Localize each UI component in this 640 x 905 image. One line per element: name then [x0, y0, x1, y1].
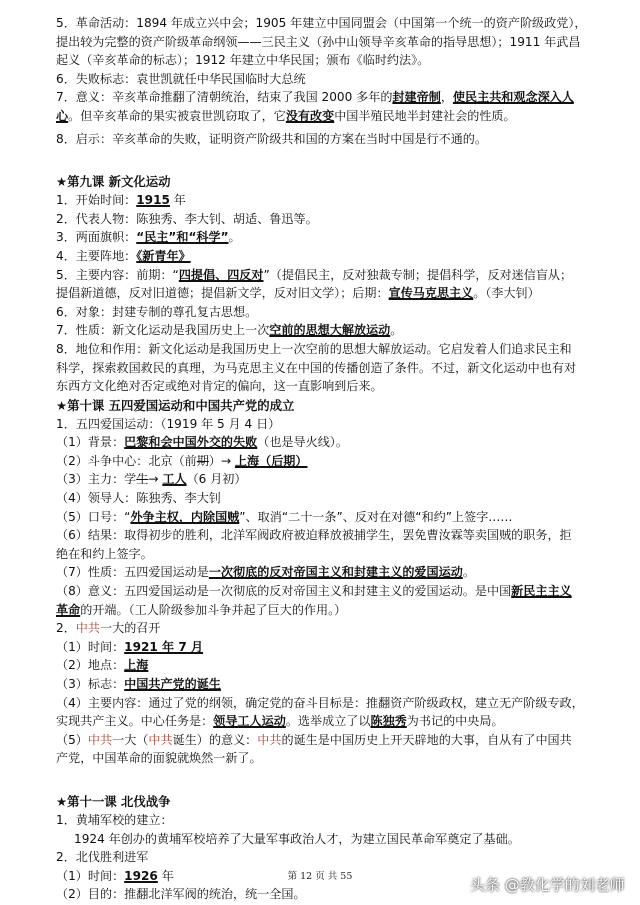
highlight-text: 中共 [257, 732, 282, 747]
text-line: 8．地位和作用：新文化运动是我国历史上一次空前的思想大解放运动。它启发着人们追求民主和 [56, 341, 572, 356]
arrow-text: ）→ [208, 453, 235, 468]
key-term: 空前的思想大解放运动 [269, 323, 391, 338]
text-line: 。（李大钊） [473, 286, 540, 301]
text-line: 2． [56, 621, 76, 636]
key-term: 1915 [136, 193, 170, 208]
list-item: 2．代表人物：陈独秀、李大钊、胡适、鲁迅等。 [56, 211, 318, 226]
list-item [56, 340, 616, 396]
text-line: （4）主要内容：通过了党的纲领，确定党的奋斗目标是：推翻资产阶级政权，建立无产阶级专政， [56, 695, 584, 710]
list-item [56, 526, 616, 563]
key-term: 中国共产党的诞生 [124, 677, 221, 691]
key-term: 外争主权，内除国贼 [130, 509, 240, 524]
text-line: （6）结果：取得初步的胜利，北洋军阀政府被迫释放被捕学生，罢免曹汝霖等卖国贼的职务，拒 [56, 528, 572, 543]
text-line: 3．两面旗帜： [56, 230, 137, 245]
key-term: 巴黎和会中国外交的失败 [124, 435, 258, 450]
key-term: 上海 [124, 658, 149, 673]
text-line: 。选举成立了以 [285, 714, 371, 729]
key-term: 心 [56, 108, 69, 123]
text-line: 东西方文化绝对否定或绝对肯定的偏向，这一直影响到后来。 [56, 379, 383, 394]
text-line: （3）标志： [56, 677, 125, 691]
text-line: 年 [157, 868, 174, 883]
key-term: 新民主主义 [511, 584, 572, 599]
key-term: 1926 [124, 868, 158, 883]
text-line: 的诞生是中国历史上开天辟地的大事，自从有了中国共 [281, 732, 572, 747]
text-line: 诞生）的意义： [172, 732, 258, 747]
text-line: 的开端。（工人阶级参加斗争并起了巨大的作用。） [80, 602, 347, 617]
list-item [56, 433, 616, 452]
text-line: （8）意义：五四爱国运动是一次彻底的反对帝国主义和封建主义的爱国运动。是中国 [56, 584, 512, 599]
key-term: 封建帝制 [392, 90, 441, 105]
key-term: “民主”和“科学” [136, 230, 229, 245]
text-line: 期 [196, 453, 209, 468]
list-item [56, 675, 616, 694]
key-term: 没有改变 [285, 108, 335, 123]
paragraph-significance [56, 88, 616, 125]
lesson11-title: ★第十一课 北伐战争 [56, 793, 171, 809]
paragraph-lesson: 8．启示：辛亥革命的失败，证明资产阶级共和国的方案在当时中国是行不通的。 [56, 131, 487, 146]
key-term: 使民主共和观念深入人 [452, 90, 574, 105]
text-line: ”（提倡民主，反对独裁专制；提倡科学，反对迷信盲从； [263, 267, 573, 282]
list-item [56, 228, 616, 247]
text-line: 生 [136, 472, 149, 487]
text-line: 7．性质：新文化运动是我国历史上一次 [56, 323, 270, 338]
text-line: 一大（ [112, 732, 149, 747]
text-line: 7．意义：辛亥革命推翻了清朝统治，结束了我国 2000 多年的 [56, 90, 393, 105]
list-item: 6．对象：封建专制的尊孔复古思想。 [56, 304, 258, 319]
text-line: 科学，探索救国救民的真理，为马克思主义在中国的传播创造了条件。不过，新文化运动中也有对 [56, 360, 577, 375]
list-item: 1．五四爱国运动：（1919 年 5 月 4 日） [56, 416, 281, 431]
key-term: 上海（后期） [234, 453, 308, 468]
highlight-text: 中共 [148, 732, 173, 747]
list-item [56, 266, 616, 303]
text-line: 产党，中国革命的面貌就焕然一新了。 [56, 751, 262, 766]
page-footer: 第 12 页 共 55 [287, 871, 353, 882]
text-line: 。 [462, 565, 475, 580]
paragraph-failure: 6．失败标志：袁世凯就任中华民国临时大总统 [56, 71, 306, 86]
text-line: 起义（辛亥革命的标志）；1912 年建立中华民国；颁布《临时约法》。 [56, 53, 430, 68]
lesson10-title: ★第十课 五四爱国运动和中国共产党的成立 [56, 397, 295, 413]
list-item [56, 321, 616, 340]
paragraph-activities [56, 14, 616, 70]
text-line: 一大的召开 [100, 621, 161, 636]
list-item [56, 508, 616, 527]
key-term: 宣传马克思主义 [388, 286, 474, 301]
document-page [56, 14, 616, 904]
text-line: 。但辛亥革命的果实被袁世凯窃取了，它 [68, 108, 286, 123]
list-item [56, 191, 616, 210]
text-line: （1）时间： [56, 639, 125, 654]
list-item [56, 452, 616, 471]
text-line: （也是导火线）。 [257, 435, 348, 450]
key-term: 四提倡、四反对 [178, 267, 264, 282]
list-item: 2．北伐胜利进军 [56, 850, 149, 865]
highlight-text: 中共 [87, 732, 113, 747]
text-line: 绝在和约上签字。 [56, 546, 153, 561]
key-term: 革命 [56, 602, 81, 617]
lesson9-title: ★第九课 新文化运动 [56, 174, 171, 190]
text-line: ， [440, 90, 453, 105]
list-item: 1．黄埔军校的建立： [56, 812, 173, 827]
list-item [56, 563, 616, 582]
list-item [56, 582, 616, 619]
text-line: 。 [228, 230, 241, 245]
list-item: 1924 年创办的黄埔军校培养了大量军事政治人才，为建立国民革命军奠定了基础。 [74, 831, 520, 846]
text-line: 实现共产主义。中心任务是： [56, 714, 214, 729]
text-line: 4．主要阵地： [56, 248, 137, 263]
key-term: 一次彻底的反对帝国主义和封建主义的爱国运动 [208, 565, 463, 580]
key-term: 陈独秀 [370, 714, 407, 729]
text-line: 年 [169, 193, 186, 208]
text-line: 。 [390, 323, 403, 338]
list-item [56, 619, 616, 638]
highlight-text: 中共 [75, 621, 100, 636]
text-line: （7）性质：五四爱国运动是 [56, 565, 209, 580]
text-line: （2）斗争中心：北京（前 [56, 453, 197, 468]
list-item [56, 694, 616, 731]
text-line: 提出较为完整的资产阶级革命纲领——三民主义（孙中山领导辛亥革命的指导思想）；1911 年武昌 [56, 34, 581, 49]
list-item [56, 656, 616, 675]
list-item [56, 470, 616, 489]
list-item: （2）目的：推翻北洋军阀的统治，统一全国。 [56, 887, 306, 902]
text-line: （1）背景： [56, 435, 125, 450]
key-term: 领导工人运动 [213, 714, 286, 729]
list-item: （4）领导人：陈独秀、李大钊 [56, 491, 221, 506]
text-line: （2）地点： [56, 658, 125, 673]
key-term: 1921 年 7 月 [124, 639, 204, 654]
text-line: （5） [56, 732, 88, 747]
watermark: 头条 @教化学的刘老师 [470, 876, 625, 894]
text-line: 5．主要内容：前期：“ [56, 267, 179, 282]
text-line: （5）口号：“ [56, 509, 131, 524]
text-line: （3）主力：学 [56, 472, 137, 487]
text-line: ”、取消“二十一条”、反对在对德“和约”上签字…… [239, 509, 513, 524]
text-line: 中国半殖民地半封建社会的性质。 [334, 108, 516, 123]
text-line: 为书记的中央局。 [406, 714, 504, 729]
key-term: 工人 [162, 472, 187, 487]
text-line: （6 月初） [186, 472, 247, 487]
arrow-text: → [148, 472, 163, 487]
list-item [56, 731, 616, 768]
key-term: 《新青年》 [136, 248, 191, 263]
text-line: （1）时间： [56, 868, 125, 883]
text-line: 提倡新道德，反对旧道德；提倡新文学，反对旧文学）；后期： [56, 286, 389, 301]
list-item [56, 247, 616, 266]
text-line: 5．革命活动：1894 年成立兴中会；1905 年建立中国同盟会（中国第一个统一的资产阶级政党）， [56, 16, 587, 30]
text-line: 1．开始时间： [56, 193, 137, 208]
list-item [56, 638, 616, 657]
